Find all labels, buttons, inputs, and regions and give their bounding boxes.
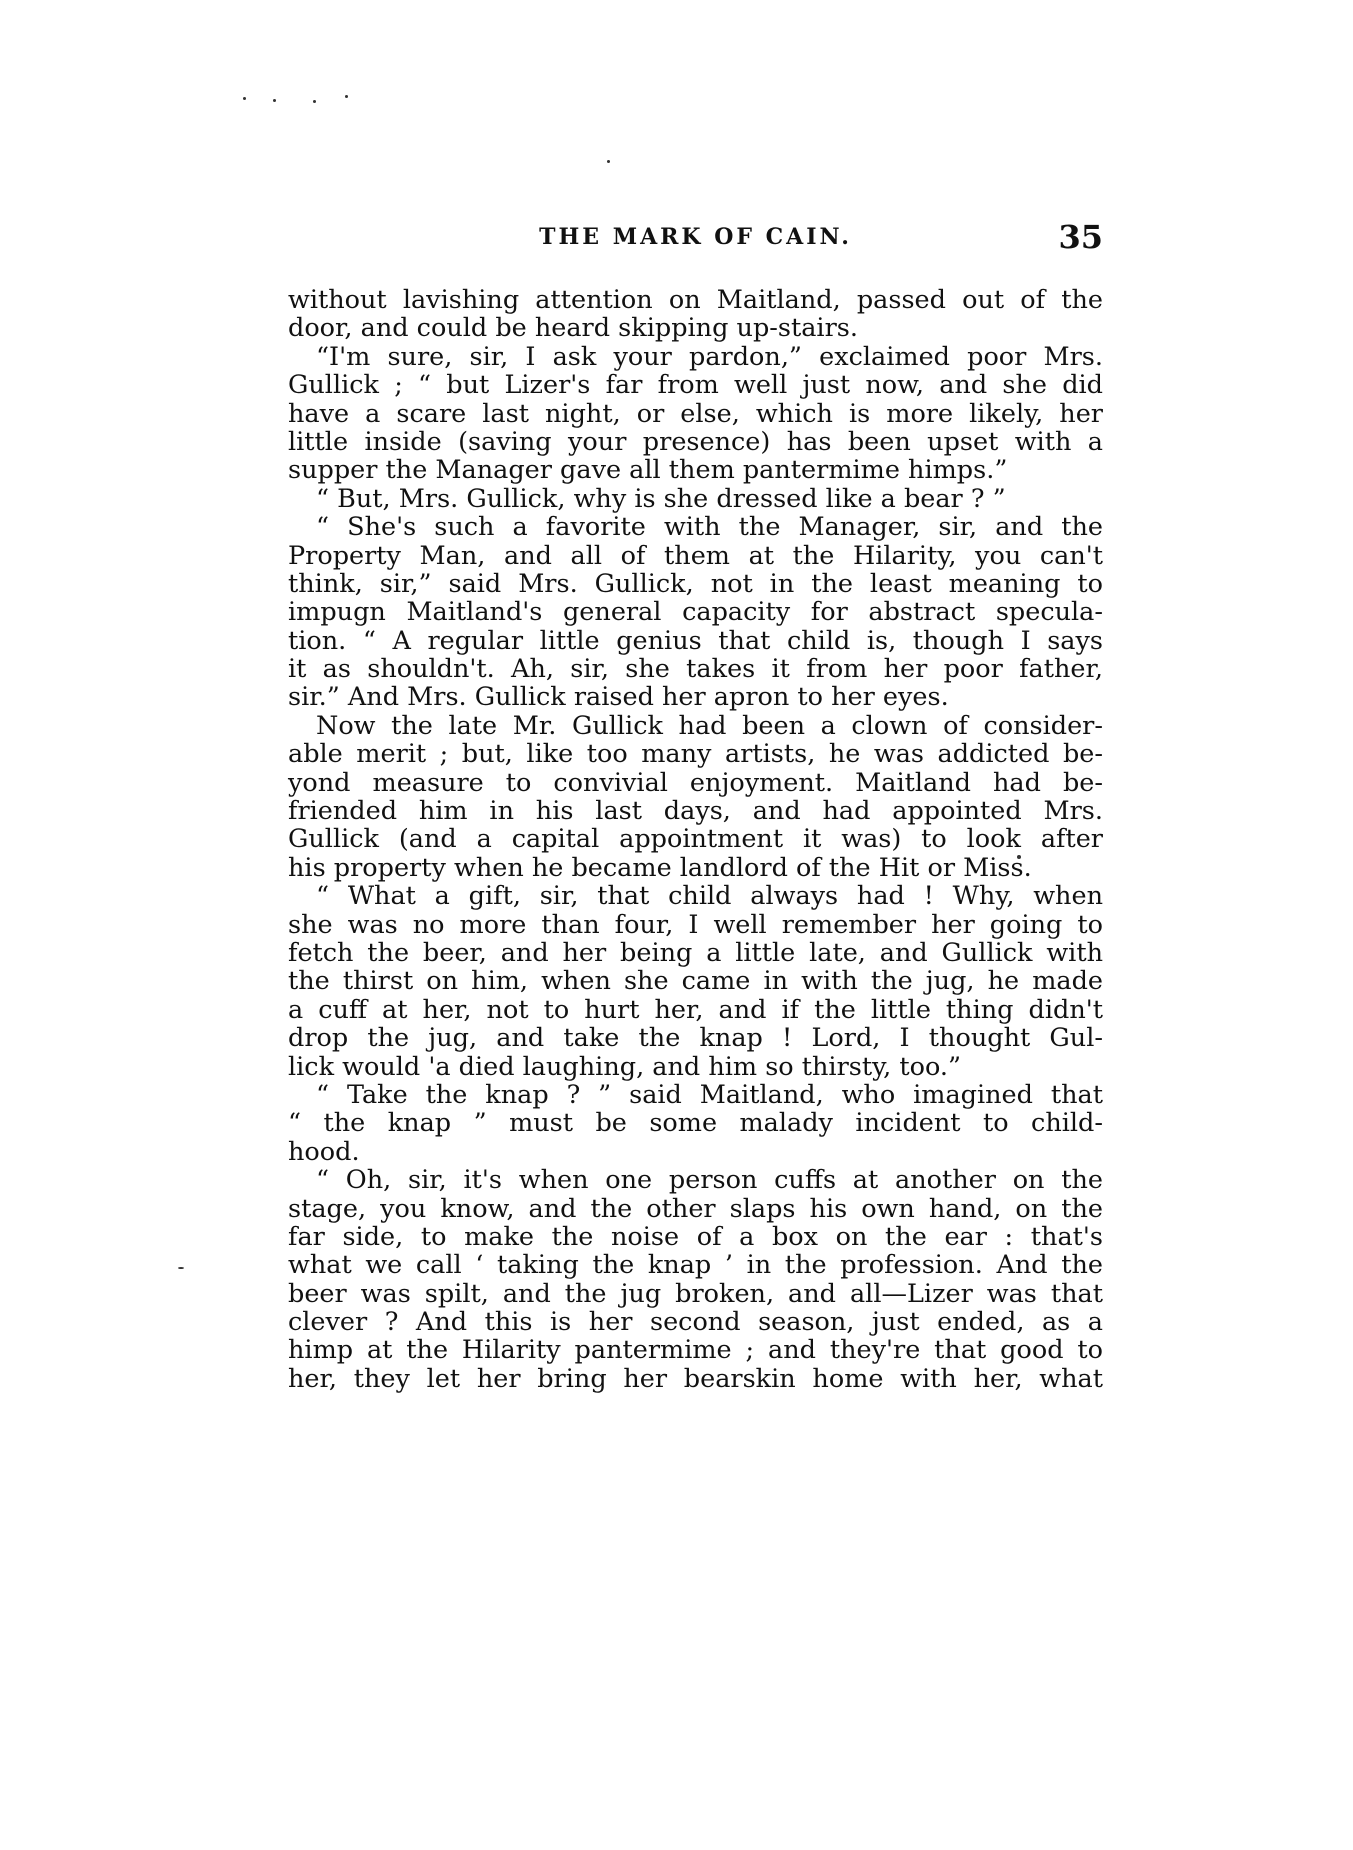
print-speck <box>178 1267 184 1269</box>
text-line: sir.” And Mrs. Gullick raised her apron to her eyes. <box>288 682 949 713</box>
text-line: a cuff at her, not to hurt her, and if the little thing didn't <box>288 994 1103 1025</box>
text-line: her, they let her bring her bearskin home with her, what <box>288 1363 1103 1394</box>
text-line: “ Take the knap ? ” said Maitland, who imagined that <box>316 1079 1103 1110</box>
text-line: fetch the beer, and her being a little late, and Gullick with <box>288 937 1103 968</box>
print-speck <box>313 100 316 103</box>
text-line: himp at the Hilarity pantermime ; and they're that good to <box>288 1335 1103 1366</box>
text-line: think, sir,” said Mrs. Gullick, not in the least meaning to <box>288 568 1103 599</box>
text-line: able merit ; but, like too many artists, he was addicted be- <box>288 739 1103 770</box>
text-line: “ What a gift, sir, that child always had ! Why, when <box>316 881 1103 912</box>
text-line: Now the late Mr. Gullick had been a clown of consider- <box>316 710 1103 741</box>
text-line: Property Man, and all of them at the Hilarity, you can't <box>288 540 1103 571</box>
text-line: clever ? And this is her second season, just ended, as a <box>288 1307 1103 1338</box>
page-header <box>288 218 1103 258</box>
text-line: friended him in his last days, and had appointed Mrs. <box>288 796 1103 827</box>
text-line: door, and could be heard skipping up-stairs. <box>288 313 858 344</box>
running-title: THE MARK OF CAIN. <box>539 224 852 250</box>
print-speck <box>607 160 610 163</box>
text-line: stage, you know, and the other slaps his own hand, on the <box>288 1193 1103 1224</box>
body-text <box>288 286 1103 1393</box>
text-line: tion. “ A regular little genius that child is, though I says <box>288 625 1103 656</box>
text-line: “ But, Mrs. Gullick, why is she dressed like a bear ? ” <box>316 483 1006 514</box>
text-line: what we call ‘ taking the knap ’ in the profession. And the <box>288 1250 1103 1281</box>
text-line: the thirst on him, when she came in with the jug, he made <box>288 966 1103 997</box>
text-line: Gullick ; “ but Lizer's far from well just now, and she did <box>288 370 1103 401</box>
print-speck <box>273 99 276 102</box>
text-line: far side, to make the noise of a box on the ear : that's <box>288 1221 1103 1252</box>
text-line: his property when he became landlord of the Hit or Miss. <box>288 852 1032 883</box>
text-line: yond measure to convivial enjoyment. Maitland had be- <box>288 767 1103 798</box>
page-number: 35 <box>1058 218 1103 256</box>
text-line: Gullick (and a capital appointment it was) to look after <box>288 824 1103 855</box>
print-speck <box>345 95 348 98</box>
text-line: it as shouldn't. Ah, sir, she takes it from her poor father, <box>288 654 1103 685</box>
text-line: drop the jug, and take the knap ! Lord, I thought Gul- <box>288 1023 1103 1054</box>
text-line: “ Oh, sir, it's when one person cuffs at another on the <box>316 1165 1103 1196</box>
text-line: little inside (saving your presence) has been upset with a <box>288 426 1103 457</box>
text-line: without lavishing attention on Maitland, passed out of the <box>288 285 1103 315</box>
print-speck <box>243 97 246 100</box>
text-line: “I'm sure, sir, I ask your pardon,” exclaimed poor Mrs. <box>316 341 1103 372</box>
text-line: have a scare last night, or else, which is more likely, her <box>288 398 1103 429</box>
text-line: “ the knap ” must be some malady incident to child- <box>288 1108 1103 1139</box>
text-line: she was no more than four, I well remember her going to <box>288 909 1103 940</box>
text-line: “ She's such a favorite with the Manager, sir, and the <box>316 512 1103 543</box>
text-line: impugn Maitland's general capacity for abstract specula- <box>288 597 1103 628</box>
text-line: lick would 'a died laughing, and him so thirsty, too.” <box>288 1051 961 1082</box>
text-line: beer was spilt, and the jug broken, and all—Lizer was that <box>288 1278 1103 1309</box>
text-line: supper the Manager gave all them pantermime himps.” <box>288 455 1008 486</box>
text-line: hood. <box>288 1136 360 1167</box>
